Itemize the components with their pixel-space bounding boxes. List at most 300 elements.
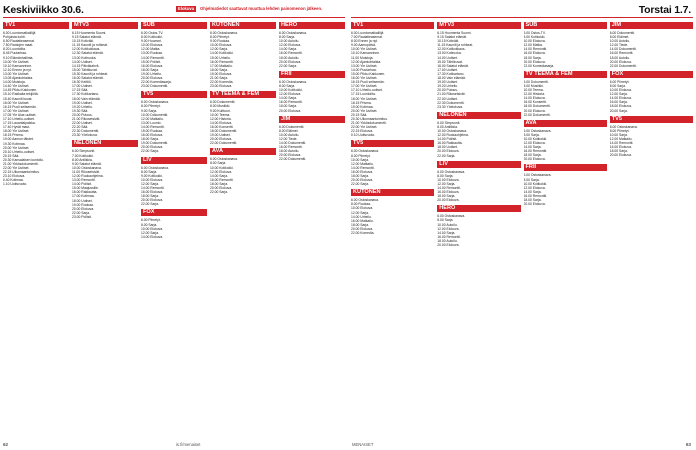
program-entry: 16.00 Remontti.	[210, 59, 234, 64]
program-entry: 8.00 Musiikki.	[523, 83, 544, 88]
program-entry: 10.00 Sarja.	[609, 132, 628, 137]
channel-block	[437, 22, 520, 109]
program-entry: 14.00 Uutiset.	[72, 59, 93, 64]
program-entry: 22.00 Sarja.	[279, 63, 298, 68]
program-entry: 20.00 Elokuva.	[523, 59, 546, 64]
program-entry: 12.10 Ennen ja nyt.	[3, 67, 32, 72]
program-entry: 6.00 Ostoskanava.	[437, 169, 466, 174]
channel-block	[351, 189, 434, 235]
program-entry: 22.00 Dokumentti.	[279, 157, 307, 162]
program-entry: 1.10 Uutisvuoto.	[3, 182, 28, 187]
program-entry: 13.00 Yle Uutiset.	[351, 63, 378, 68]
program-entry: 20.00 Elokuva.	[523, 202, 546, 207]
program-entry: 8.00 Sarja.	[437, 173, 454, 178]
program-entry: 16.00 Konsertti.	[523, 100, 547, 105]
program-entry: 19.00 Dokumentti.	[141, 141, 169, 146]
channel-block	[437, 205, 520, 247]
program-entry: 18.00 Sarja.	[523, 198, 542, 202]
program-entry: 16.30 Keittiö.	[72, 80, 92, 85]
program-entry: 13.00 Remontti.	[72, 178, 96, 183]
program-entry: 18.00 Sarja.	[141, 137, 160, 142]
program-entry: 22.00 Sarja.	[351, 182, 370, 187]
day-title: Torstai 1.7.	[638, 4, 691, 16]
program-entry: 18.00 Sarja.	[210, 181, 229, 186]
program-entry: 16.00 Elokuva.	[609, 145, 632, 150]
program-entry: 13.00 Luonto.	[141, 120, 162, 125]
channel-header: AVA	[524, 120, 607, 127]
program-entry: 20.00 Elokuva.	[609, 59, 632, 64]
program-entry: 22.00 Dokumentti.	[210, 141, 238, 146]
program-entry: 18.00 Yle Uutiset.	[3, 129, 30, 134]
channel-block	[437, 161, 520, 203]
program-entry: 16.00 Remontti.	[523, 149, 548, 154]
program-entry: 8.00 Sarja.	[437, 218, 454, 223]
program-entry: 10.00 Elokuva.	[351, 206, 374, 211]
program-entry: 6.00 Ostoskanava.	[523, 128, 552, 133]
program-entry: 13.00 Kotiruoka.	[72, 55, 97, 60]
program-entry: 9.00 Aamupäivä.	[351, 43, 376, 48]
program-entry: 20.00 Elokuva.	[279, 108, 302, 113]
program-entry: 7.00 Kotikokki.	[72, 153, 94, 158]
program-entry: 22.00 Sarja.	[141, 202, 160, 207]
channel-block	[524, 164, 607, 206]
channel-header: LIV	[141, 157, 207, 164]
program-entry: 20.00 Elokuva.	[351, 226, 374, 231]
program-entry: 20.00 Elokuva.	[141, 76, 164, 81]
program-entry: 12.30 Salatut elämät.	[72, 51, 104, 56]
channel-header: SUB	[141, 22, 207, 29]
program-entry: 6.00 Dokumentti.	[279, 124, 305, 129]
program-entry: 23.10 Elokuva.	[3, 174, 26, 179]
program-entry: 8.00 Sarja.	[523, 132, 540, 137]
program-entry: 17.40 Hyvät maut.	[3, 125, 31, 130]
page-header	[348, 3, 696, 17]
channel-block	[210, 91, 276, 145]
program-entry: 6.00 Ostoskanava.	[279, 79, 307, 84]
program-entry: 6.00 Luontomatkaillijä	[3, 31, 36, 35]
channel-header: LIV	[437, 161, 520, 168]
program-entry: 21.00 Ykkösdokumentti.	[3, 162, 39, 166]
program-entry: 16.00 Elokuva.	[141, 63, 164, 68]
program-entry: 22.00 Uutiset.	[72, 121, 93, 126]
program-entry: 11.00 Rikosetsivät.	[72, 169, 101, 174]
channel-block	[72, 140, 138, 219]
program-entry: 14.00 Sarja.	[523, 145, 542, 150]
program-entry: 14.00 Urheilu.	[351, 214, 372, 219]
page-footer: MENAISET	[352, 442, 374, 447]
program-entry: 20.30 Ulkomaantoimitus.	[351, 116, 388, 121]
channel-header: FRII	[279, 71, 345, 78]
program-entry: 18.00 Sarja.	[141, 67, 160, 72]
program-entry: 17.00 Kotimaa.	[72, 194, 95, 199]
program-entry: 9.00 Kotikokki.	[141, 173, 163, 178]
program-entry: 20.00 Elokuva.	[523, 108, 546, 113]
program-entry: 15.00 Pikku Kakkonen.	[351, 71, 386, 76]
program-entry: 18.00 Sarja.	[437, 194, 456, 199]
channel-header: HERO	[437, 205, 520, 212]
program-entry: 18.00 Dokumentti.	[523, 104, 551, 109]
program-entry: 18.00 Autoilu.	[609, 55, 631, 60]
channel-header: JIM	[610, 22, 693, 29]
program-entry: 14.00 Uutiset.	[437, 55, 458, 60]
program-entry: 12.00 Matka.	[141, 47, 161, 52]
program-entry: 16.00 Salatut elämät.	[72, 76, 104, 81]
channel-header: FOX	[610, 71, 693, 78]
program-entry: 16.00 Elokuva.	[437, 190, 460, 195]
program-entry: 22.20 Sää.	[72, 125, 89, 130]
program-entry: 18.00 Autoilu.	[279, 149, 300, 154]
program-entry: 20.00 Elokuva.	[437, 149, 460, 154]
channel-block	[279, 71, 345, 113]
program-entry: 18.00 Sarja.	[609, 149, 628, 154]
program-entry: 10.00 Dokumentti.	[141, 112, 169, 117]
program-entry: 23.30 Yöelokuva.	[72, 133, 98, 138]
program-entry: 6.00 Ostoskanava.	[279, 31, 307, 35]
program-entry: 13.05 Ajankohtaista.	[3, 76, 34, 81]
channel-block	[210, 22, 276, 88]
schedule-columns	[351, 22, 693, 438]
program-entry: 22.00 Sarja.	[141, 149, 160, 154]
program-entry: 8.00 Sarja.	[279, 35, 296, 40]
program-entry: 8.00 Kotikokki.	[141, 35, 163, 40]
program-entry: 18.00 Sarja.	[523, 153, 542, 158]
program-entry: 19.30 Sää.	[72, 108, 89, 113]
program-entry: 18.00 Vain elämää.	[72, 96, 101, 101]
page-number: 63	[685, 442, 691, 447]
channel-block	[524, 71, 607, 117]
program-entry: 17.10 Urheilu-uutiset.	[351, 88, 383, 93]
channel-header: SUB	[524, 22, 607, 29]
channel-block	[524, 22, 607, 68]
program-entry: 18.00 Dokumentti.	[210, 128, 238, 133]
program-entry: 19.00 Elokuva.	[210, 71, 233, 76]
program-entry: 16.00 Remontti.	[523, 193, 548, 198]
program-entry: 10.00 Elokuva.	[609, 88, 632, 93]
program-entry: 20.00 Elokuva.	[351, 178, 374, 183]
program-entry: 18.15 Prisma.	[3, 133, 24, 138]
program-entry: 22.00 Sarja.	[210, 190, 229, 195]
schedule-column	[72, 22, 138, 438]
channel-block	[3, 22, 69, 187]
channel-block	[141, 157, 207, 207]
program-entry: 21.00 Rikosetsivät.	[437, 92, 466, 97]
program-entry: 15.00 Maajussille.	[72, 186, 99, 191]
channel-header: FRII	[524, 164, 607, 171]
program-entry: 12.00 Kotikokkaus.	[72, 47, 101, 52]
program-entry: 13.00 Yle Uutiset.	[3, 71, 30, 76]
tagline: Ohjelmatiedot saattavat muuttua lehden painomenon jälkeen.	[200, 6, 323, 11]
program-entry: 10.00 Teema.	[523, 88, 544, 93]
program-entry: 20.00 Sarja.	[609, 108, 628, 113]
program-entry: 6.00 Ostoskanava.	[523, 173, 552, 178]
program-entry: 15.40 Kauniit kuvat.	[3, 96, 33, 101]
program-entry: 18.00 Uutiset.	[72, 198, 93, 203]
program-entry: 16.00 Remontti.	[279, 51, 303, 56]
program-entry: 8.00 Sarja.	[609, 83, 626, 88]
program-entry: 16.00 Remontti.	[279, 100, 303, 105]
program-entry: 6.00 Dokumentti.	[210, 100, 236, 105]
program-entry: 22.00 Yle Uutiset.	[3, 166, 30, 171]
program-entry: 22.00 Uutiset.	[437, 96, 458, 101]
channel-header: TV5	[351, 140, 434, 147]
program-entry: 10.00 Yle Uutiset.	[3, 59, 30, 64]
program-entry: 17.00 Yle Uutiset.	[3, 108, 30, 113]
program-entry: 11.00 Muistoja.	[351, 55, 374, 60]
program-entry: 6.00 Ostoskanava.	[141, 100, 169, 105]
header-rule	[3, 17, 345, 18]
program-entry: 20.00 Elokuva.	[141, 198, 164, 203]
program-entry: 6.00 Ostoskanava.	[351, 149, 379, 154]
genre-tag: Elokuva	[178, 6, 195, 11]
program-entry: 10.10 Kansanrinne.	[3, 63, 33, 68]
program-entry: 12.00 Sarja.	[437, 181, 456, 186]
program-entry: 10.00 Elokuva.	[437, 177, 460, 182]
program-entry: 12.00 Tiede.	[279, 136, 298, 141]
program-entry: 17.15 Sää.	[72, 88, 89, 93]
program-entry: 12.00 Ruokaohjelma.	[437, 133, 469, 138]
program-entry: 8.00 Musiikki.	[210, 104, 231, 109]
program-entry: 16.00 Yle Uutiset.	[351, 76, 378, 81]
program-entry: 8.00 Piirretyt.	[609, 128, 630, 133]
program-entry: 6.00 Ostoskanava.	[437, 214, 466, 219]
program-entry: 17.30 Kotikartano.	[72, 92, 100, 97]
channel-header: NELONEN	[437, 112, 520, 119]
channel-block	[279, 116, 345, 162]
page-header	[0, 3, 348, 17]
channel-header: NELONEN	[72, 140, 138, 147]
program-entry: Pohjoista kohti.	[3, 35, 26, 40]
program-entry: 18.00 Sarja.	[141, 194, 160, 199]
program-entry: 0.40 Kotimaa.	[3, 178, 24, 183]
program-entry: 20.00 Elokuva.	[141, 145, 164, 150]
program-entry: 14.00 Remontti.	[141, 124, 165, 129]
program-entry: 6.00 Dokumentti.	[609, 31, 636, 35]
program-entry: 12.00 Historia.	[523, 92, 546, 97]
channel-block	[72, 22, 138, 137]
schedule-column	[3, 22, 69, 438]
program-entry: 12.00 Elokuva.	[437, 226, 460, 231]
program-entry: 19.00 Ruokaa.	[72, 202, 94, 207]
program-entry: 10.00 Elokuva.	[141, 43, 164, 48]
program-entry: 20.00 Elokuva.	[437, 243, 460, 248]
program-entry: 6.50 Rautatieasemat.	[3, 39, 35, 44]
program-entry: 18.00 Sarja.	[523, 55, 542, 60]
program-entry: 10.00 Kotikokki.	[523, 181, 548, 186]
schedule-column	[524, 22, 607, 438]
program-entry: 10.00 Kotikokki.	[279, 88, 303, 93]
program-entry: 19.00 Uutiset.	[210, 133, 231, 138]
program-entry: 16.00 Elokuva.	[141, 133, 164, 138]
program-entry: 8.00 Antiikkia.	[72, 157, 93, 162]
program-entry: 12.00 Ajankohtaista.	[351, 59, 382, 64]
program-entry: 16.00 Elokuva.	[351, 169, 374, 174]
program-entry: 18.00 Sarja.	[351, 222, 370, 227]
channel-block	[279, 22, 345, 68]
program-entry: 12.00 Elokuva.	[523, 185, 546, 190]
program-entry: 21.00 Sarja.	[210, 76, 229, 81]
schedule-column	[141, 22, 207, 438]
program-entry: 10.15 Kotiväki.	[437, 39, 460, 44]
program-entry: 10.10 Kansanrinne.	[351, 51, 381, 56]
channel-header: TV5	[610, 116, 693, 123]
page-footer: is.fi/menaiset	[176, 442, 201, 447]
program-entry: 22.00 Yle Uutiset.	[351, 125, 378, 130]
program-entry: 15.00 Ruokaa.	[141, 128, 163, 133]
program-entry: 8.00 Eläimet.	[609, 35, 630, 40]
channel-block	[351, 140, 434, 186]
program-entry: 8.00 Sarja.	[141, 222, 158, 227]
program-entry: 15.30 Kauniit ja rohkeat.	[72, 71, 109, 76]
program-entry: 17.00 Matkailu.	[210, 63, 233, 68]
program-entry: 12.00 Matka.	[523, 43, 543, 48]
channel-block	[351, 22, 434, 137]
program-entry: 8.45 Puutarhaa.	[3, 51, 27, 56]
schedule-column	[437, 22, 520, 438]
program-entry: 14.00 Muistoja.	[3, 80, 26, 85]
program-entry: 18.00 Elokuva.	[609, 104, 632, 109]
header-rule	[351, 17, 693, 18]
program-entry: 8.00 Ruokaa.	[351, 202, 371, 207]
program-entry: 9.00 Ruokaa.	[210, 39, 230, 44]
program-entry: 12.00 Kotikokkaus.	[437, 47, 466, 52]
program-entry: 16.00 Sarja.	[609, 100, 628, 105]
program-entry: 8.00 Eläimet.	[279, 128, 299, 133]
program-entry: 20.00 Elokuva.	[609, 153, 632, 158]
program-entry: 8.20 Luontoilta.	[3, 47, 26, 52]
program-entry: 11.15 Kauniit ja rohkeat.	[72, 43, 108, 48]
program-entry: 22.30 Dokumentti.	[437, 100, 465, 105]
program-entry: 14.00 Puutarhaa.	[351, 67, 377, 72]
program-entry: 7.00 Rautatieasemat.	[351, 35, 383, 40]
program-entry: 19.30 Kotimaa.	[3, 141, 26, 146]
program-entry: 8.00 Sarja.	[523, 177, 540, 182]
program-entry: 20.15 Sää.	[3, 153, 20, 158]
program-entry: 16.00 Elokuva.	[141, 190, 164, 195]
program-entry: 18.00 Yle Uutiset.	[351, 96, 378, 101]
program-entry: 12.00 Elokuva.	[523, 140, 546, 145]
program-entry: 10.00 Autoilu.	[279, 132, 300, 137]
program-entry: 21.00 Ykkösdokumentti.	[351, 121, 387, 126]
program-entry: 16.00 Remontti.	[210, 177, 234, 182]
channel-header: TV5	[141, 91, 207, 98]
program-entry: 20.10 Urheilu-uutiset.	[3, 149, 35, 154]
schedule-column	[610, 22, 693, 438]
channel-header: MTV3	[437, 22, 520, 29]
program-entry: 6.00 Ostoskanava.	[210, 157, 238, 162]
program-entry: 14.00 Kotikokki.	[210, 51, 234, 56]
program-entry: 20.00 Yle Uutiset.	[351, 108, 378, 113]
program-entry: 12.00 Elokuva.	[279, 43, 302, 48]
program-entry: 14.00 Poliisit.	[437, 137, 458, 142]
day-title: Keskiviikko 30.6.	[3, 4, 84, 16]
program-entry: 23.00 Poliisit.	[72, 214, 92, 219]
program-entry: 18.15 Prisma.	[351, 100, 372, 105]
program-entry: 14.00 Sarja.	[437, 230, 456, 235]
program-entry: 12.00 Historia.	[210, 116, 232, 121]
program-entry: 20.00 Putous.	[72, 112, 93, 117]
channel-header: TV TEEMA & FEM	[210, 91, 276, 98]
channel-header: JIM	[279, 116, 345, 123]
program-entry: 8.00 Sarja.	[279, 83, 296, 88]
program-entry: 18.00 Autoilu.	[279, 55, 300, 60]
program-entry: 10.00 Yle Uutiset.	[351, 47, 378, 52]
channel-header: FOX	[141, 209, 207, 216]
program-entry: 19.00 Kotimaa.	[351, 104, 374, 109]
program-entry: 12.00 Sarja.	[141, 230, 160, 235]
program-entry: 14.00 Remontti.	[141, 55, 165, 60]
program-entry: 12.00 Ruokaohjelma.	[72, 174, 104, 178]
program-entry: 16.00 Rakkautta.	[72, 190, 98, 195]
program-entry: 12.00 Elokuva.	[279, 92, 302, 97]
channel-block	[610, 71, 693, 113]
program-entry: 16.00 Elokuva.	[523, 51, 546, 56]
program-entry: 14.00 Sarja.	[210, 173, 229, 178]
program-entry: 17.30 Kotikartano.	[437, 71, 465, 76]
page-number: 62	[3, 442, 9, 447]
program-entry: 16.00 Konsertti.	[210, 124, 234, 129]
program-entry: 6.00 Ostoskanava.	[141, 165, 169, 170]
program-entry: 20.00 Elokuva.	[279, 153, 302, 158]
program-entry: 20.00 Elokuva.	[437, 198, 460, 203]
program-entry: 7.50 Rantojen maat.	[3, 43, 34, 48]
program-entry: 8.00 Antiikkia.	[437, 124, 458, 129]
program-entry: 14.40 Yle Uutiset.	[3, 84, 30, 89]
program-entry: 8.00 Piirretyt.	[351, 153, 371, 158]
program-entry: 22.00 Komediasarja.	[141, 80, 172, 85]
program-entry: 16.00 Salatut elämät.	[437, 63, 469, 68]
program-entry: 6.00 Simpsonit.	[437, 120, 461, 125]
schedule-column	[351, 22, 434, 438]
program-entry: 19.00 Uutiset.	[437, 80, 458, 85]
program-entry: 10.00 Autoilu.	[437, 222, 458, 227]
program-entry: 16.00 Remontti.	[437, 234, 461, 239]
program-entry: 8.00 Sarja.	[210, 161, 227, 166]
program-entry: 10.00 Autoilu.	[279, 39, 300, 44]
program-entry: 10.15 Kotiväki.	[72, 39, 94, 44]
channel-header: KUTONEN	[210, 22, 276, 29]
program-entry: 8.00 Piirretyt.	[141, 104, 161, 109]
program-entry: 14.00 Sarja.	[279, 47, 298, 52]
program-entry: 6.00 Ostoskanava.	[210, 31, 238, 35]
program-entry: 14.00 Elokuva.	[141, 234, 164, 239]
program-entry: 18.00 Uutiset.	[437, 145, 458, 150]
program-entry: 22.00 Sarja.	[72, 210, 91, 215]
program-entry: 14.00 Elokuva.	[210, 120, 233, 125]
program-entry: 16.00 Yle Uutiset.	[3, 100, 30, 105]
program-entry: 15.00 Tähtikuvat.	[437, 59, 463, 64]
program-entry: 14.00 Remontti.	[609, 140, 634, 145]
program-entry: 14.00 Elokuva.	[523, 96, 546, 101]
program-entry: 18.00 Sarja.	[279, 104, 298, 109]
program-entry: 10.00 Ostoskanava.	[437, 128, 467, 133]
program-entry: 22.00 Sarja.	[437, 153, 456, 158]
program-entry: 12.00 Matkailu.	[141, 116, 164, 121]
program-entry: 18.00 Autoilu.	[437, 238, 458, 243]
program-entry: 22.00 Dokumentti.	[523, 112, 551, 117]
program-entry: 20.00 Elokuva.	[210, 137, 233, 142]
program-entry: 6.15 Huomenta Suomi.	[72, 31, 107, 35]
program-entry: 22.30 Dokumentti.	[72, 129, 100, 134]
program-entry: 10.00 Ostoskanava.	[72, 165, 102, 170]
program-entry: 6.00 Ostoskanava.	[351, 198, 379, 203]
program-entry: 10.00 Kotikokki.	[523, 136, 548, 141]
program-entry: 16.15 Puoli seitsemän.	[3, 104, 37, 109]
program-entry: 19.00 Aamun tähdet.	[3, 137, 34, 142]
program-entry: 22.15 Ulkomaantoimitus.	[3, 170, 40, 175]
program-entry: 12.00 Sarja.	[210, 47, 229, 52]
program-entry: 15.10 Rakkaita tekijöitä.	[3, 92, 39, 97]
program-entry: 10.00 Elokuva.	[523, 39, 546, 44]
